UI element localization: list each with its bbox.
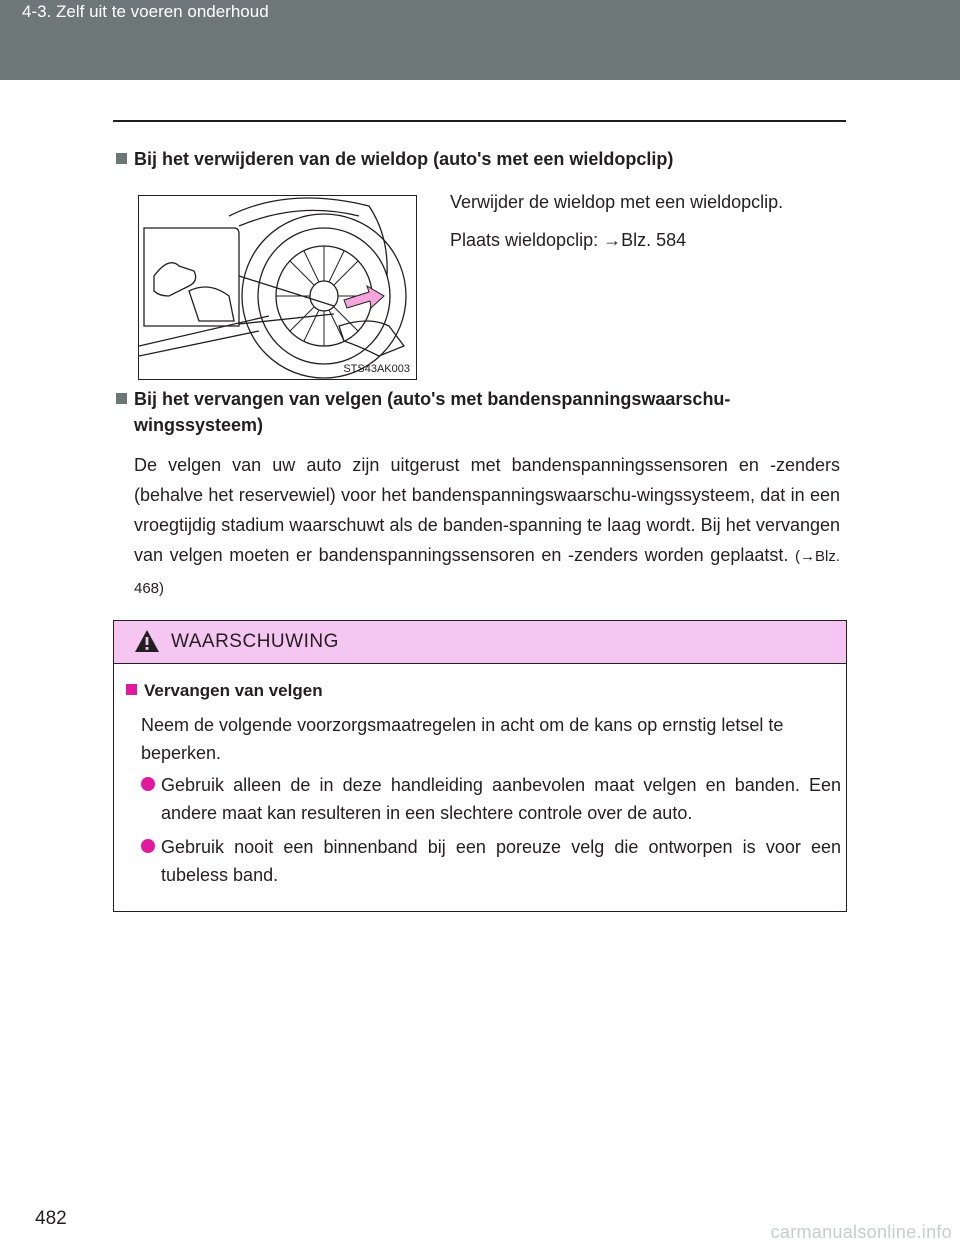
- section2-heading: [116, 386, 840, 438]
- warning-title: WAARSCHUWING: [171, 631, 339, 652]
- page-reference: (→Blz. 468): [134, 548, 840, 597]
- wheel-cap-illustration: [138, 195, 417, 380]
- cap-clip-reference: Plaats wieldopclip: →Blz. 584: [450, 230, 687, 250]
- page-number: 482: [35, 1208, 67, 1229]
- warning-heading-text: Vervangen van velgen: [144, 681, 323, 700]
- bullet-dot-icon: [141, 839, 155, 853]
- warning-header: [114, 621, 846, 664]
- header-band: [0, 0, 960, 80]
- section-title: 4-3. Zelf uit te voeren onderhoud: [22, 2, 269, 21]
- square-bullet-icon: [126, 684, 137, 695]
- wheel-cap-removal-drawing: [139, 196, 417, 380]
- warning-box: [113, 620, 847, 912]
- section2-heading-line1: Bij het vervangen van velgen (auto's met bandenspanningswaarschu-: [134, 389, 731, 409]
- warning-bullet-text: Gebruik alleen de in deze handleiding aanbevolen maat velgen en banden. Een andere maat kan resulteren in een slechtere controle over de auto.: [161, 775, 841, 823]
- section2-heading-line2: wingssysteem): [134, 415, 264, 435]
- cap-removal-instruction: Verwijder de wieldop met een wieldopclip.: [450, 192, 784, 212]
- warning-bullet-text: Gebruik nooit een binnenband bij een poreuze velg die ontworpen is voor een tubeless band.: [161, 837, 841, 885]
- bullet-dot-icon: [141, 777, 155, 791]
- section1-heading: [116, 146, 673, 172]
- illustration-code: STS43AK003: [343, 363, 410, 375]
- header-rule: [113, 120, 846, 122]
- square-bullet-icon: [116, 393, 127, 404]
- square-bullet-icon: [116, 153, 127, 164]
- warning-intro: Neem de volgende voorzorgsmaatregelen in acht om de kans op ernstig letsel te beperken.: [141, 715, 784, 763]
- warning-bullet: [141, 771, 841, 827]
- section1-heading-text: Bij het verwijderen van de wieldop (auto's met een wieldopclip): [134, 149, 674, 169]
- warning-bullet: [141, 833, 841, 889]
- warning-triangle-icon: [134, 629, 160, 653]
- watermark-text: carmanualsonline.info: [770, 1222, 952, 1242]
- warning-heading: [126, 681, 323, 701]
- section2-paragraph-text: De velgen van uw auto zijn uitgerust met bandenspanningssensoren en -zenders (behalve het reservewiel) voor het bandenspanningswaarschu-wingssysteem, dat in een vroegtijdig stadium waarschuwt als de banden-spanning te laag wordt. Bij het vervangen van velgen moeten er bandenspanningssensoren en -zenders worden geplaatst.: [134, 455, 840, 565]
- section2-paragraph: [134, 450, 840, 604]
